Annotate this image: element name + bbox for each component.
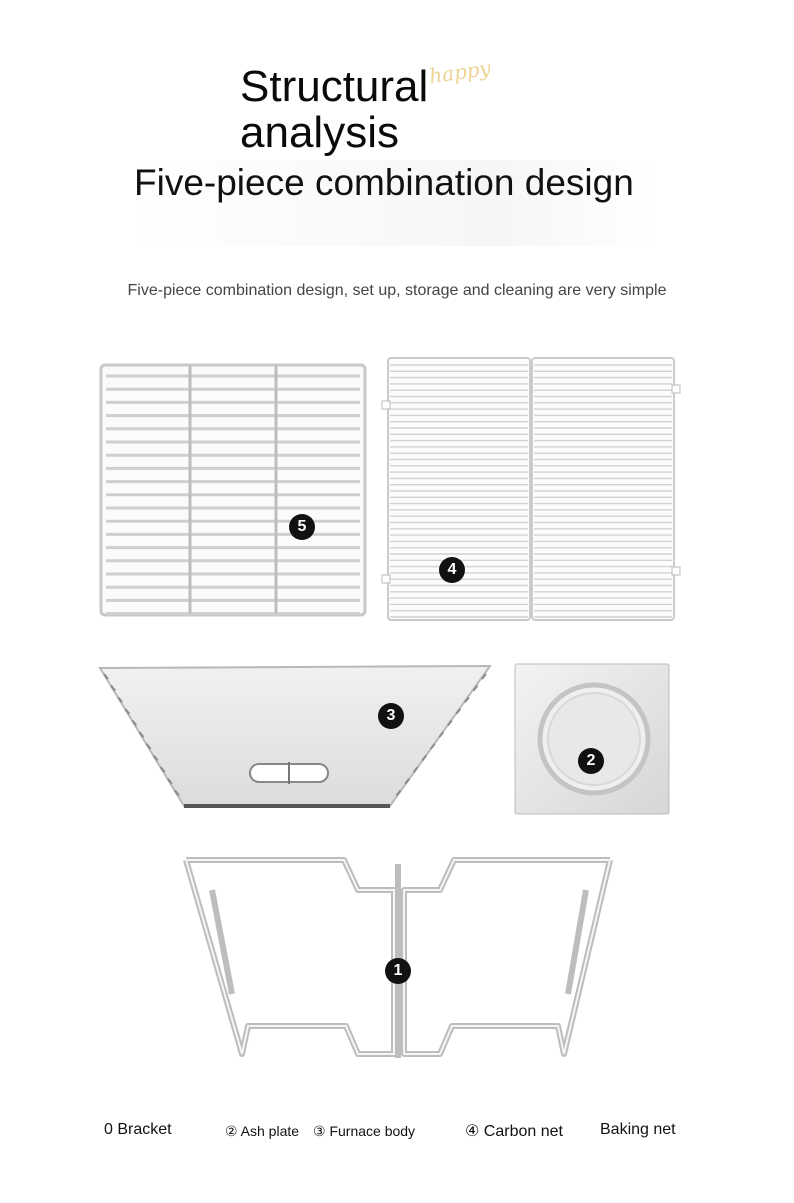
legend-ash-plate: ② Ash plate	[225, 1123, 300, 1139]
watermark-logo: happy	[427, 55, 493, 89]
badge-3: 3	[378, 703, 404, 729]
legend-carbon-net: ④ Carbon net	[465, 1123, 563, 1140]
badge-5: 5	[289, 514, 315, 540]
page-title: Structural analysis	[240, 62, 429, 157]
badge-2: 2	[578, 748, 604, 774]
legend-furnace-body: ③ Furnace body	[313, 1123, 416, 1139]
baking-net-illustration	[100, 364, 366, 616]
legend-baking-net: Baking net	[600, 1121, 676, 1138]
description-text: Five-piece combination design, set up, storage and cleaning are very simple	[127, 282, 667, 299]
furnace-body-illustration	[98, 662, 492, 810]
legend-bracket: 0 Bracket	[104, 1121, 172, 1138]
badge-4: 4	[439, 557, 465, 583]
ash-plate-illustration	[514, 663, 670, 815]
carbon-net-illustration	[382, 357, 682, 621]
badge-1: 1	[385, 958, 411, 984]
page-subtitle: Five-piece combination design	[134, 162, 634, 203]
